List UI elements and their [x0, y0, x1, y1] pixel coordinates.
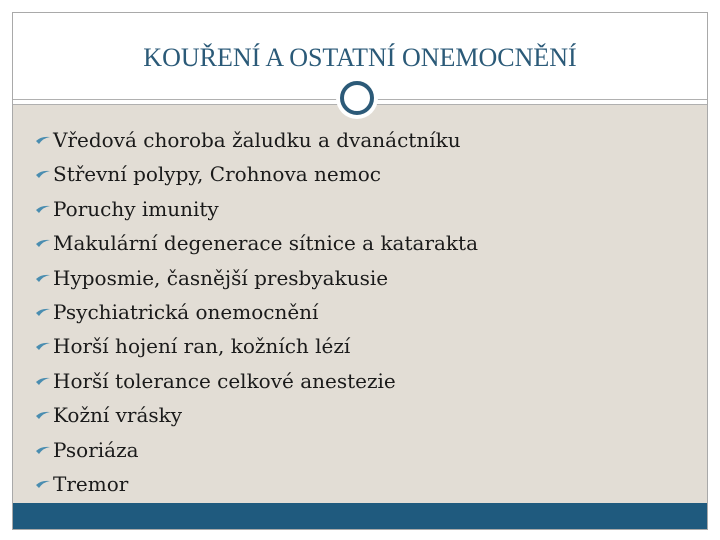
list-item — [35, 433, 478, 467]
ring-ornament-icon — [340, 81, 374, 115]
list-item-text: Horší tolerance celkové anestezie — [53, 368, 396, 393]
list-item — [35, 364, 478, 398]
list-item — [35, 398, 478, 432]
list-item-text: Psoriáza — [53, 437, 139, 462]
list-item — [35, 295, 478, 329]
list-item — [35, 261, 478, 295]
list-item — [35, 467, 478, 501]
swoosh-bullet-icon — [35, 307, 51, 317]
swoosh-bullet-icon — [35, 273, 51, 283]
list-item — [35, 192, 478, 226]
swoosh-bullet-icon — [35, 410, 51, 420]
list-item — [35, 157, 478, 191]
list-item-text: Hyposmie, časnější presbyakusie — [53, 265, 389, 290]
list-item-text: Kožní vrásky — [53, 403, 183, 428]
list-item-text: Střevní polypy, Crohnova nemoc — [53, 162, 381, 187]
swoosh-bullet-icon — [35, 341, 51, 351]
slide — [12, 12, 708, 530]
list-item-text: Psychiatrická onemocnění — [53, 299, 319, 324]
list-item — [35, 123, 478, 157]
list-item-text: Tremor — [53, 471, 129, 496]
list-item-text: Poruchy imunity — [53, 196, 219, 221]
swoosh-bullet-icon — [35, 135, 51, 145]
list-item-text: Vředová choroba žaludku a dvanáctníku — [53, 128, 461, 152]
slide-title: KOUŘENÍ A OSTATNÍ ONEMOCNĚNÍ — [143, 43, 577, 72]
list-item-text: Makulární degenerace sítnice a katarakta — [53, 231, 479, 256]
swoosh-bullet-icon — [35, 169, 51, 179]
swoosh-bullet-icon — [35, 479, 51, 489]
swoosh-bullet-icon — [35, 445, 51, 455]
bullet-list — [35, 123, 478, 501]
swoosh-bullet-icon — [35, 376, 51, 386]
list-item — [35, 329, 478, 363]
footer-bar — [13, 503, 707, 529]
list-item — [35, 226, 478, 260]
list-item-text: Horší hojení ran, kožních lézí — [53, 334, 351, 359]
swoosh-bullet-icon — [35, 204, 51, 214]
swoosh-bullet-icon — [35, 238, 51, 248]
